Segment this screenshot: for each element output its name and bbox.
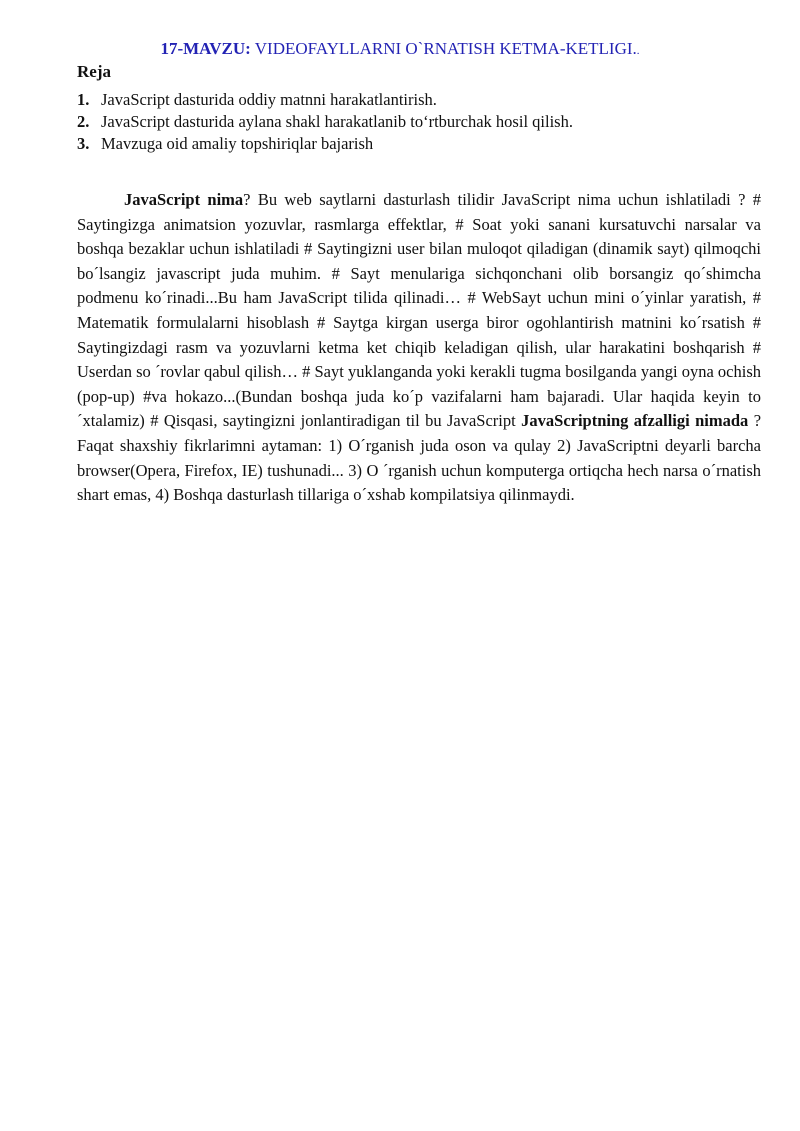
plan-list <box>77 89 767 155</box>
plan-item <box>77 89 767 111</box>
paragraph-text-2: ? Faqat shaxshiy fikrlarimni aytaman: 1) O´rganish juda oson va qulay 2) JavaScriptni deyarli barcha browser(Opera, Firefox, IE) tushunadi... 3) O ´rganish uchun komputerga ortiqcha hech narsa o´rnatish shart emas, 4) Boshqa dasturlash tillariga o´xshab kompilatsiya qilinmaydi. <box>77 411 762 505</box>
plan-item-text: JavaScript dasturida aylana shakl harakatlanib to‘rtburchak hosil qilish. <box>101 112 573 131</box>
plan-heading: Reja <box>77 62 111 81</box>
plan-item-text: Mavzuga oid amaliy topshiriqlar bajarish <box>101 134 374 153</box>
plan-item <box>77 133 767 155</box>
bold-term-afzalligi: JavaScriptning afzalligi nimada <box>521 411 749 431</box>
plan-item <box>77 111 767 133</box>
topic-number: 17-MAVZU: <box>160 39 251 58</box>
body-paragraph <box>77 188 761 508</box>
page-title <box>0 38 800 62</box>
plan-item-number: 2. <box>77 112 90 131</box>
plan-item-number: 3. <box>77 134 90 153</box>
paragraph-text-1: ? Bu web saytlarni dasturlash tilidir JavaScript nima uchun ishlatiladi ? # Saytingizga animatsion yozuvlar, rasmlarga effektlar, # Soat yoki sanani kursatuvchi narsalar va boshqa bezaklar uchun ishlatiladi # Saytingizni user bilan muloqot qiladigan (dinamik sayt) qilmoqchi bo´lsangiz javascript juda muhim. # Sayt menulariga sichqonchani olib borsangiz qo´shimcha podmenu ko´rinadi...Bu ham JavaScript tilida qilinadi… # WebSayt uchun mini o´yinlar yaratish, # Matematik formulalarni hisoblash # Saytga kirgan userga biror ogohlantirish matnini ko´rsatish # Saytingizdagi rasm va yozuvlarni ketma ket chiqib keladigan qilish, ular harakatini boshqarish # Userdan so ´rovlar qabul qilish… # Sayt yuklanganda yoki kerakli tugma bosilganda yangi oyna ochish (pop-up) #va hokazo...(Bundan boshqa juda ko´p vazifalarni ham bajaradi. Ular haqida keyin to´xtalamiz) # Qisqasi, saytingizni jonlantiradigan til bu JavaScript <box>77 190 761 431</box>
plan-item-text: JavaScript dasturida oddiy matnni harakatlantirish. <box>101 90 437 109</box>
topic-title: VIDEOFAYLLARNI O`RNATISH KETMA-KETLIGI. <box>254 39 637 58</box>
title-trailing-dot: . <box>636 45 640 57</box>
bold-term-javascript-nima: JavaScript nima <box>124 190 244 209</box>
plan-item-number: 1. <box>77 90 90 109</box>
